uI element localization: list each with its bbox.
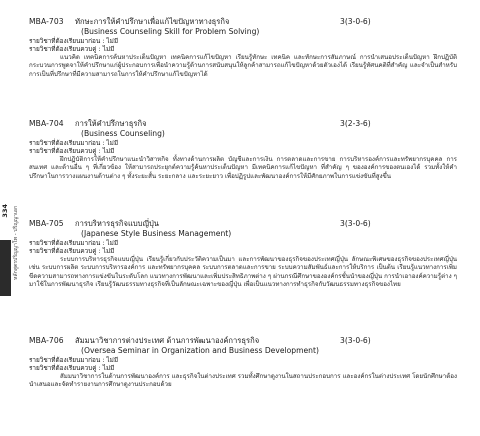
course-prerequisite: รายวิชาที่ต้องเรียนมาก่อน : ไม่มี <box>29 139 119 147</box>
course-mba-704 <box>29 120 457 181</box>
course-title-thai: การบริหารธุรกิจแบบญี่ปุ่น <box>75 219 159 228</box>
course-prerequisite: รายวิชาที่ต้องเรียนมาก่อน : ไม่มี <box>29 239 119 247</box>
course-description: สัมมนาวิชาการในด้านการพัฒนาองค์การ และธุรกิจในต่างประเทศ รวมทั้งศึกษาดูงานในสถานประกอบการ และองค์กรในต่างประเทศ โดยนักศึกษาต้องนำเสนอและจัดทำรายงานการศึกษาดูงานประกอบด้วย <box>29 373 457 389</box>
page-number: 334 <box>1 204 9 218</box>
course-code: MBA-705 <box>29 219 64 228</box>
course-corequisite: รายวิชาที่ต้องเรียนควบคู่ : ไม่มี <box>29 45 115 53</box>
course-prerequisite: รายวิชาที่ต้องเรียนมาก่อน : ไม่มี <box>29 37 119 45</box>
course-prerequisite: รายวิชาที่ต้องเรียนมาก่อน : ไม่มี <box>29 356 119 364</box>
course-code: MBA-703 <box>29 17 64 26</box>
course-title-english: (Oversea Seminar in Organization and Business Development) <box>81 346 319 355</box>
course-corequisite: รายวิชาที่ต้องเรียนควบคู่ : ไม่มี <box>29 247 115 255</box>
course-credits: 3(3-0-6) <box>340 219 371 228</box>
course-title-thai: สัมมนาวิชาการต่างประเทศ ด้านการพัฒนาองค์การธุรกิจ <box>75 336 260 345</box>
course-title-english: (Business Counseling Skill for Problem Solving) <box>81 27 260 36</box>
side-section-caption: หลักสูตรปริญญาโท - ปริญญาเอก <box>13 205 19 280</box>
course-credits: 3(3-0-6) <box>340 336 371 345</box>
course-mba-703 <box>29 18 457 79</box>
course-description: ฝึกปฏิบัติการให้คำปรึกษาแนะนำวิสาหกิจ ทั้งทางด้านการผลิต บัญชีและการเงิน การตลาดและการขาย การบริหารองค์การและทรัพยากรบุคคล การสนเทศ และด้านอื่น ๆ ที่เกี่ยวข้อง ให้สามารถประยุกต์ความรู้ค้นหาประเด็นปัญหา มีเทคนิคการแก้ไขปัญหา ที่สำคัญ ๆ ขององค์การของตนเองได้ รวมทั้งให้คำปรึกษาในการวางแผนงานด้านต่าง ๆ ทั้งระยะสั้น ระยะกลาง และระยะยาว เพื่อปฏิรูปและพัฒนาองค์การให้มีศักยภาพในการแข่งขันที่สูงขึ้น <box>29 156 457 180</box>
course-title-thai: การให้คำปรึกษาธุรกิจ <box>75 119 147 128</box>
course-description: แนวคิด เทคนิคการค้นหาประเด็นปัญหา เทคนิคการแก้ไขปัญหา เรียนรู้ทักษะ เทคนิค และทักษะการสัมภาษณ์ การนำเสนอประเด็นปัญหา ฝึกปฏิบัติกระบวนการพูดจาให้คำปรึกษาแก่ผู้ประกอบการเพื่อนำความรู้ด้านการสนับสนุนให้ลูกค้าสามารถแก้ไขปัญหาด้วยตัวเองได้ เรียนรู้ทัศนคติที่สำคัญ และจำเป็นสำหรับการเป็นที่ปรึกษาที่มีความสามารถในการให้คำปรึกษาแก้ไขปัญหาได้ <box>29 54 457 78</box>
course-mba-705 <box>29 220 457 290</box>
course-description: ระบบการบริหารธุรกิจแบบญี่ปุ่น เรียนรู้เกี่ยวกับประวัติความเป็นมา และการพัฒนาของธุรกิจของประเทศญี่ปุ่น ลักษณะพิเศษของธุรกิจของประเทศญี่ปุ่น เช่น ระบบการผลิต ระบบการบริหารองค์การ และทรัพยากรบุคคล ระบบการตลาดและการขาย ระบบความสัมพันธ์และการให้บริการ เป็นต้น เรียนรู้แนวทางการเพิ่มขีดความสามารถทางการแข่งขันในระดับโลก แนวทางการพัฒนาและเพิ่มประสิทธิภาพต่าง ๆ ผ่านกรณีศึกษาขององค์กรชั้นนำของญี่ปุ่น การนำเอาองค์ความรู้ต่าง ๆ มาใช้ในการพัฒนาธุรกิจ เรียนรู้วัฒนธรรมทางธุรกิจที่เป็นลักษณะเฉพาะของญี่ปุ่น เพื่อเป็นแนวทางการทำธุรกิจกับวัฒนธรรมทางธุรกิจของไทย <box>29 256 457 289</box>
course-code: MBA-704 <box>29 119 64 128</box>
course-credits: 3(2-3-6) <box>340 119 371 128</box>
course-title-thai: ทักษะการให้คำปรึกษาเพื่อแก้ไขปัญหาทางธุรกิจ <box>75 17 230 26</box>
side-tab-marker <box>0 240 11 296</box>
course-corequisite: รายวิชาที่ต้องเรียนควบคู่ : ไม่มี <box>29 364 115 372</box>
course-title-english: (Business Counseling) <box>81 129 165 138</box>
course-code: MBA-706 <box>29 336 64 345</box>
course-title-english: (Japanese Style Business Management) <box>81 229 232 238</box>
course-mba-706 <box>29 337 457 390</box>
course-corequisite: รายวิชาที่ต้องเรียนควบคู่ : ไม่มี <box>29 147 115 155</box>
course-credits: 3(3-0-6) <box>340 17 371 26</box>
